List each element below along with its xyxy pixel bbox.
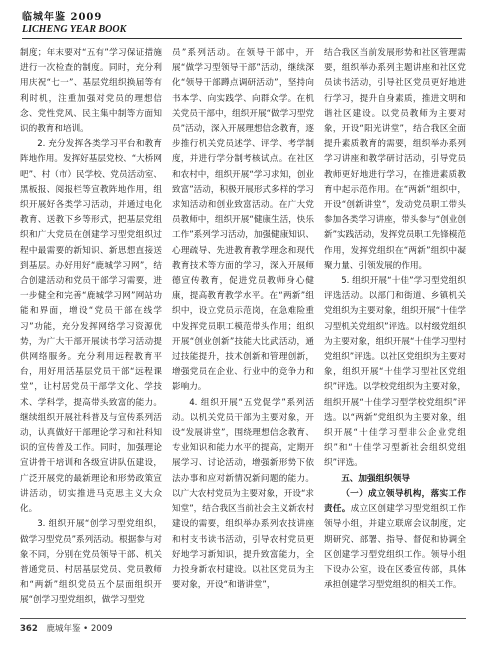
page-number: 362: [20, 624, 38, 634]
yearbook-title-en: LICHENG YEAR BOOK: [22, 24, 127, 35]
paragraph: 5. 组织开展“十佳”学习型党组织评选活动。以部门和街道、乡镇机关党组织为主要对象，组织开展“十佳学习型机关党组织”评选。以村级党组织为主要对象，组织开展“十佳学习型村党组织”评选。以社区党组织为主要对象，组织开展“十佳学习型社区党组织”评选。以学校党组织为主要对象，组织开展“十佳学习型学校党组织”评选。以“两新”党组织为主要对象，组织开展“十佳学习型非公企业党组织”和“十佳学习型新社会组织党组织”评选。: [324, 276, 466, 469]
paragraph: 4. 组织开展“五党促学”系列活动。以机关党员干部为主要对象，开设“发展讲堂”，围绕理想信念教育、专业知识和能力水平的提高，定期开展学习、讨论活动，增强新形势下依法办事和应对新情况新问题的能力。以广大农村党员为主要对象，开设“求知堂”，结合我区当前社会主义新农村建设的需要，组织举办系列农技讲座和村支书读书活动，引导农村党员更好地学习新知识，提升致富能力，全力投身新农村建设。以社区党员为主要对象，开设“和谐讲堂”，: [172, 397, 314, 591]
body-columns: [20, 46, 466, 608]
footer-book-title: 鹿城年鉴 • 2009: [46, 624, 113, 634]
text-column-1: [20, 46, 162, 608]
paragraph-continuation: 结合我区当前发展形势和社区管理需要，组织举办系列主题讲座和社区党员读书活动，引导社区党员更好地进行学习，提升自身素质，推进文明和谐社区建设。以党员教师为主要对象，开设“阳光讲堂”，结合我区全面提升素质教育的需要，组织举办系列学习讲座和教学研讨活动，引导党员教师更好地进行学习，在推进素质教育中起示范作用。在“两新”组织中，开设“创新讲堂”，发动党员职工带头参加各类学习讲座，带头参与“创业创新”实践活动，发挥党员职工先锋模范作用，发挥党组织在“两新”组织中凝聚力量、引领发展的作用。: [324, 48, 466, 271]
section-heading: 五、加强组织领导: [341, 473, 410, 484]
header-rule: [22, 38, 462, 39]
page-footer: [20, 622, 466, 636]
paragraph-text: 成立区创建学习型党组织工作领导小组，并建立联席会议制度，定期研究、部署、指导、督促和协调全区创建学习型党组织工作。领导小组下设办公室，设在区委宣传部，具体承担创建学习型党组织的相关工作。: [324, 504, 466, 591]
paragraph-continuation: 员”系列活动。在领导干部中，开展“做学习型领导干部”活动，继续深化“领导干部蹲点调研活动”，坚持向书本学、向实践学、向群众学。在机关党员干部中，组织开展“做学习型党员”活动，深入开展理想信念教育，逐步推行机关党员述学、评学、考学制度，并进行学分制考核试点。在社区和农村中，组织开展“学习求知，创业致富”活动，积极开展形式多样的学习求知活动和创业致富活动。在广大党员教师中，组织开展“健康生活，快乐工作”系列学习活动，加强健康知识、心理疏导、先进教育教学理念和现代教育技术等方面的学习，深入开展师德宣传教育，促进党员教师身心健康，提高教育教学水平。在“两新”组织中，设立党员示范岗，在急难险重中发挥党员职工模范带头作用；组织开展“创业创新”技能大比武活动，通过技能提升，技术创新和管理创新，增强党员在企业、行业中的竞争力和影响力。: [172, 48, 314, 393]
text-column-2: [172, 46, 314, 608]
yearbook-title-cn: 临城年鉴 2009: [22, 12, 103, 23]
subsection-heading: （一）成立领导机构，落实工作责任。: [324, 488, 466, 515]
page-header: [22, 8, 462, 44]
paragraph: [324, 487, 466, 593]
text-column-3: [324, 46, 466, 608]
footer-rule: [20, 618, 466, 619]
paragraph: 2. 充分发挥各类学习平台和教育阵地作用。发挥好基层党校、“大桥网吧”、村（市）民学校、党员活动室、黑板报、阅报栏等宣教阵地作用，组织开展好各类学习活动，并通过电化教育、送教下乡等形式，把基层党组织和广大党员在创建学习型党组织过程中最需要的新知识、新思想直接送到基层。办好用好“鹿城学习网”，结合创建活动和党员干部学习需要，进一步健全和完善“鹿城学习网”网站功能和界面，增设“党员干部在线学习”功能，充分发挥网络学习资源优势，为广大干部开展读书学习活动提供网络服务。充分利用远程教育平台，用好用活基层党员干部“远程课堂”，让村居党员干部学文化、学技术、学科学，提高带头致富的能力。继续组织开展社科普及与宣传系列活动，认真做好干部理论学习和社科知识的宣传普及工作。同时，加强理论宣讲骨干培训和各级宣讲队伍建设，广泛开展党的最新理论和形势政策宣讲活动，切实推进马克思主义大众化。: [20, 139, 162, 515]
paragraph: 3. 组织开展“创学习型党组织，做学习型党员”系列活动。根据参与对象不同，分别在党员领导干部、机关普通党员、村居基层党员、党员教师和“两新”组织党员五个层面组织开展“创学习型党组织，做学习型党: [20, 519, 162, 606]
paragraph-continuation: 制度；年末要对“五有”学习保证措施进行一次检查的制度。同时，充分利用庆祝“七一”、基层党组织换届等有利时机，注重加强对党员的理想信念、党性党风、民主集中制等方面知识的教育和培训。: [20, 48, 162, 135]
